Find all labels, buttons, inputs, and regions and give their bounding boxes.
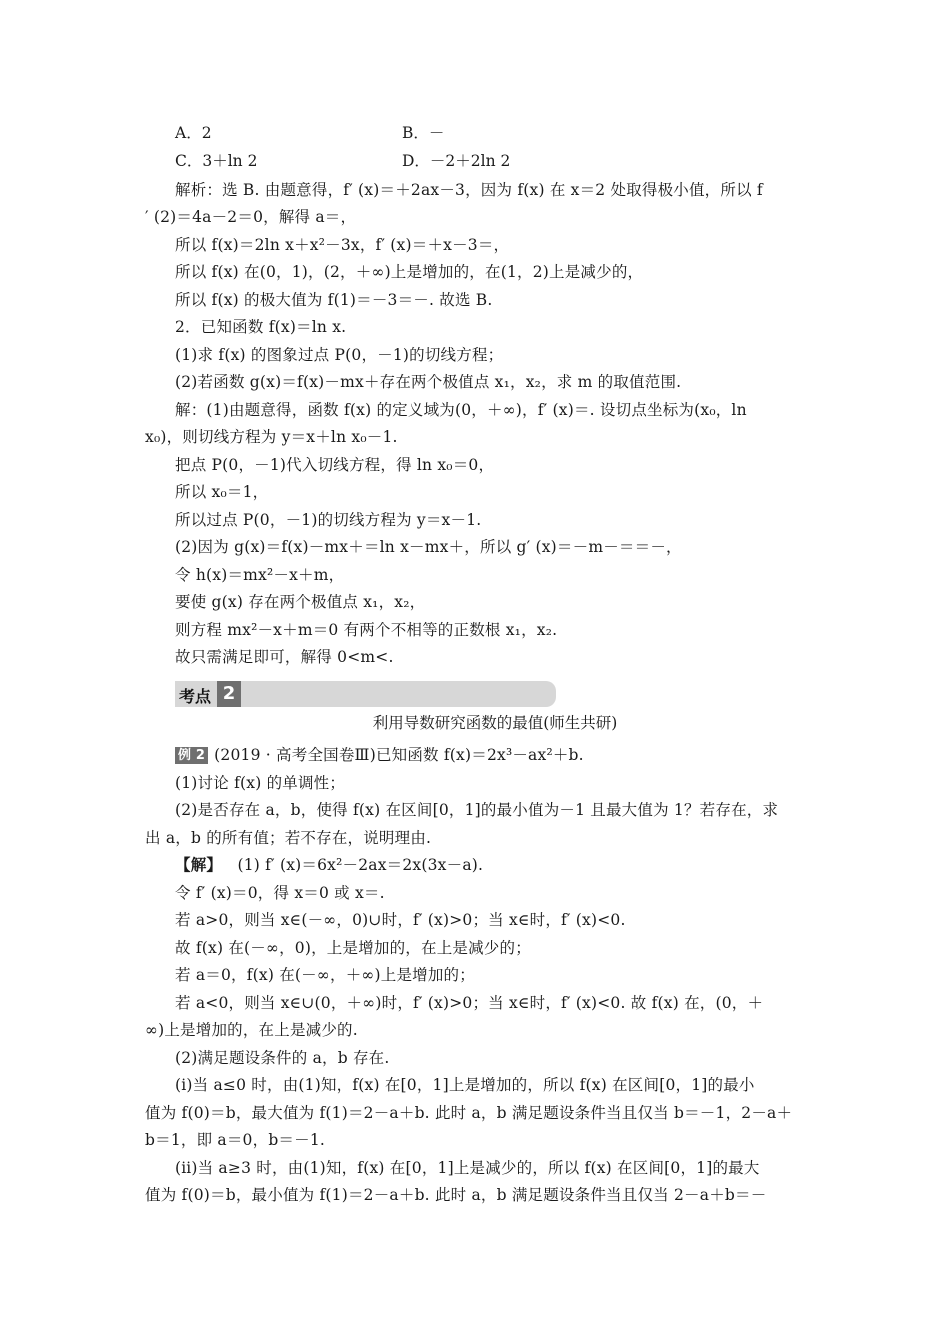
- solution-line: 解：(1)由题意得，函数 f(x) 的定义域为(0，＋∞)，f′ (x)＝. 设切点坐标为(x₀，ln: [175, 401, 747, 419]
- solution-line: (2)因为 g(x)＝f(x)－mx＋＝ln x－mx＋，所以 g′ (x)＝－m－＝＝－，: [175, 538, 682, 556]
- solution-step: (2)满足题设条件的 a，b 存在.: [175, 1049, 390, 1067]
- solution-step: 若 a<0，则当 x∈∪(0，＋∞)时，f′ (x)>0；当 x∈时，f′ (x)<0. 故 f(x) 在，(0，＋: [175, 994, 764, 1012]
- solution-step: (ⅱ)当 a≥3 时，由(1)知，f(x) 在[0，1]上是减少的，所以 f(x) 在区间[0，1]的最大: [175, 1159, 760, 1177]
- section-title: 利用导数研究函数的最值(师生共研): [372, 714, 618, 732]
- analysis-line: 所以 f(x) 的极大值为 f(1)＝－3＝－. 故选 B.: [175, 291, 493, 309]
- solution-step: (ⅰ)当 a≤0 时，由(1)知，f(x) 在[0，1]上是增加的，所以 f(x) 在区间[0，1]的最小: [175, 1076, 755, 1094]
- option-a: A．2: [175, 124, 212, 142]
- solution-step: b＝1，即 a＝0，b＝－1.: [145, 1131, 326, 1149]
- option-d: D．－2＋2ln 2: [402, 152, 511, 170]
- solution-line: 令 h(x)＝mx²－x＋m，: [175, 566, 345, 584]
- analysis-line: 解析：选 B. 由题意得，f′ (x)＝＋2ax－3，因为 f(x) 在 x＝2 处取得极小值，所以 f: [175, 181, 763, 199]
- analysis-line: 所以 f(x) 在(0，1)，(2，＋∞)上是增加的，在(1，2)上是减少的，: [175, 263, 644, 281]
- section-label: 考点: [179, 687, 212, 706]
- solution-line: x₀)，则切线方程为 y＝x＋ln x₀－1.: [145, 428, 398, 446]
- solution-step: 令 f′ (x)＝0，得 x＝0 或 x＝.: [175, 884, 385, 902]
- problem-2-stem: 2．已知函数 f(x)＝ln x.: [175, 318, 347, 336]
- solution-head: 【解】: [175, 855, 223, 874]
- option-b: B．－: [402, 124, 445, 142]
- example-stem: [175, 745, 815, 765]
- solution-line: 把点 P(0，－1)代入切线方程，得 ln x₀＝0，: [175, 456, 495, 474]
- solution-step: 值为 f(0)＝b，最大值为 f(1)＝2－a＋b. 此时 a，b 满足题设条件当且仅当 b＝－1，2－a＋: [145, 1104, 793, 1122]
- example-question-2-cont: 出 a，b 的所有值；若不存在，说明理由.: [145, 829, 432, 847]
- option-c: C．3＋ln 2: [175, 152, 258, 170]
- example-question-1: (1)讨论 f(x) 的单调性；: [175, 774, 346, 792]
- problem-2-part-2: (2)若函数 g(x)＝f(x)－mx＋存在两个极值点 x₁，x₂，求 m 的取值范围.: [175, 373, 682, 391]
- analysis-line: 所以 f(x)＝2ln x＋x²－3x，f′ (x)＝＋x－3＝，: [175, 236, 510, 254]
- solution-step: 若 a>0，则当 x∈(－∞，0)∪时，f′ (x)>0；当 x∈时，f′ (x)<0.: [175, 911, 626, 929]
- solution-line: 故只需满足即可，解得 0<m<.: [175, 648, 394, 666]
- section-number: 2: [217, 681, 241, 707]
- problem-2-part-1: (1)求 f(x) 的图象过点 P(0，－1)的切线方程；: [175, 346, 504, 364]
- solution-line: 所以过点 P(0，－1)的切线方程为 y＝x－1.: [175, 511, 482, 529]
- example-text: (2019 · 高考全国卷Ⅲ)已知函数 f(x)＝2x³－ax²＋b.: [214, 746, 584, 764]
- example-question-2: (2)是否存在 a，b，使得 f(x) 在区间[0，1]的最小值为－1 且最大值为 1？若存在，求: [175, 801, 779, 819]
- analysis-line: ′ (2)＝4a－2＝0，解得 a＝，: [145, 208, 357, 226]
- solution-step: 值为 f(0)＝b，最小值为 f(1)＝2－a＋b. 此时 a，b 满足题设条件当且仅当 2－a＋b＝－: [145, 1186, 767, 1204]
- solution-line: 则方程 mx²－x＋m＝0 有两个不相等的正数根 x₁，x₂.: [175, 621, 558, 639]
- solution-line: 所以 x₀＝1，: [175, 483, 269, 501]
- example-badge: 例 2: [175, 747, 208, 764]
- solution-text: (1) f′ (x)＝6x²－2ax＝2x(3x－a).: [237, 856, 484, 874]
- solution-step: 故 f(x) 在(－∞，0)，上是增加的，在上是减少的；: [175, 939, 531, 957]
- solution-line: 要使 g(x) 存在两个极值点 x₁，x₂，: [175, 593, 426, 611]
- section-banner: [175, 681, 556, 707]
- solution-step: 若 a＝0，f(x) 在(－∞，＋∞)上是增加的；: [175, 966, 475, 984]
- solution-step: ∞)上是增加的，在上是减少的.: [145, 1021, 358, 1039]
- solution-step: [175, 855, 815, 875]
